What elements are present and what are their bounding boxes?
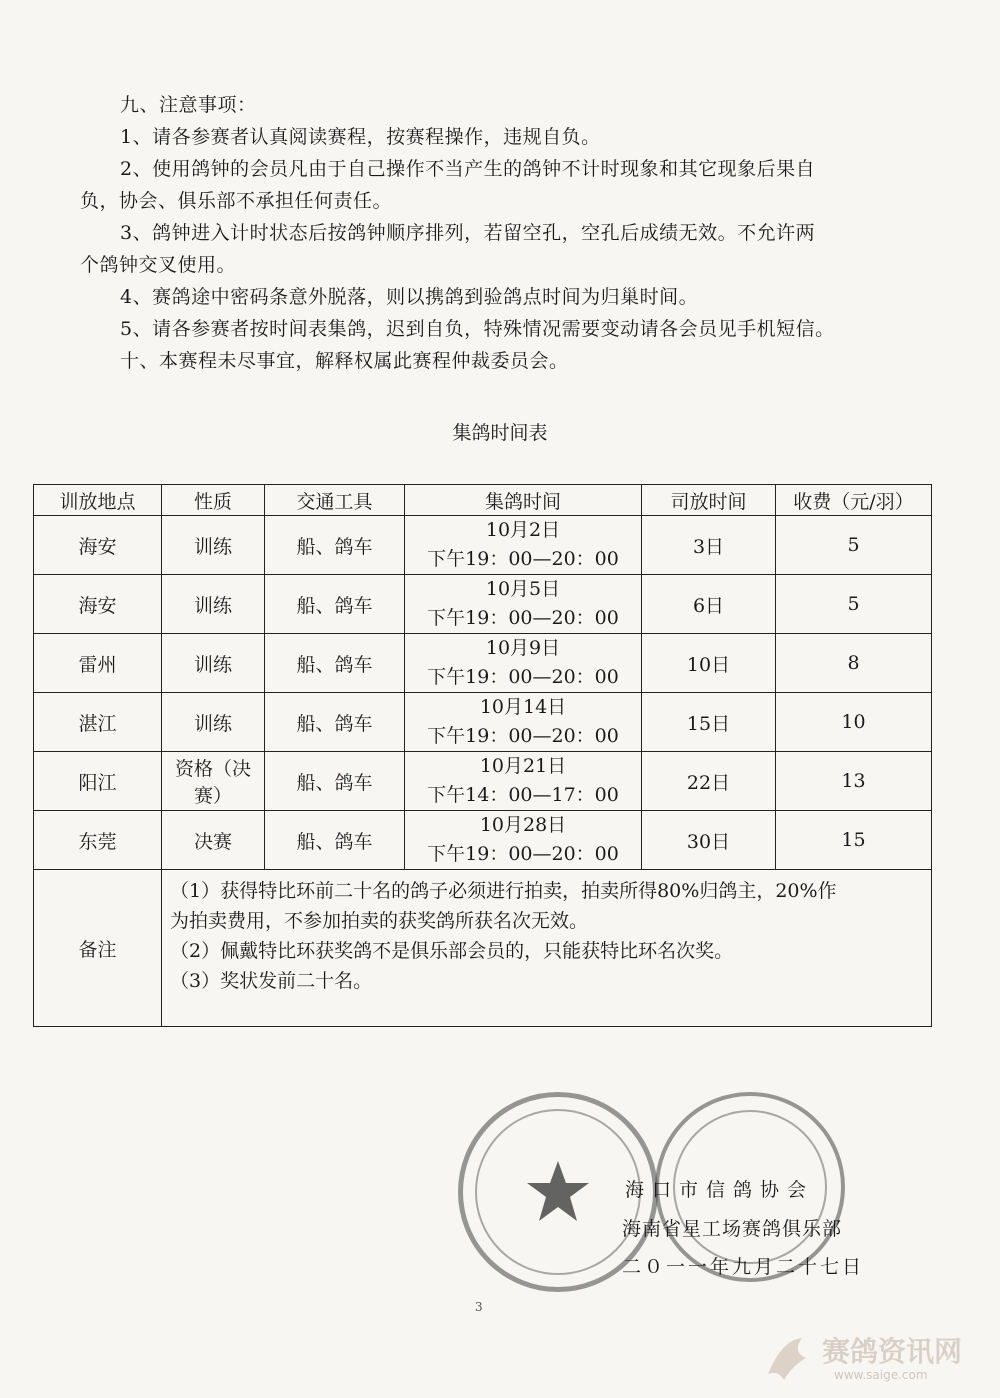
header-fee: 收费（元/羽） [776,485,932,516]
section-heading: 九、注意事项： [120,94,257,116]
note-line: 负，协会、俱乐部不承担任何责任。 [80,190,393,212]
note-line: 个鸽钟交叉使用。 [80,254,237,276]
cell-collect-time [405,693,642,752]
remarks-cell [162,870,932,1027]
cell-release: 22日 [642,752,776,811]
cell-release: 10日 [642,634,776,693]
cell-fee: 5 [776,575,932,634]
cell-fee: 10 [776,693,932,752]
remark-line: （3）奖状发前二十名。 [170,970,373,992]
pigeon-logo-icon [762,1330,818,1386]
table-row [34,811,932,870]
remark-line: （2）佩戴特比环获奖鸽不是俱乐部会员的，只能获特比环名次奖。 [170,940,734,962]
cell-fee: 5 [776,516,932,575]
cell-collect-time [405,575,642,634]
cell-release: 15日 [642,693,776,752]
cell-place: 雷州 [34,634,162,693]
header-place: 训放地点 [34,485,162,516]
cell-release: 3日 [642,516,776,575]
cell-place: 湛江 [34,693,162,752]
note-line: 1、请各参赛者认真阅读赛程，按赛程操作，违规自负。 [120,126,601,148]
cell-transport: 船、鸽车 [265,752,405,811]
collect-date: 10月9日 [485,637,561,659]
table-row [34,575,932,634]
watermark-text: 赛鸽资讯网 [822,1335,963,1368]
cell-type: 训练 [162,516,265,575]
collect-hours: 下午19：00—20：00 [427,843,619,865]
final-clause: 十、本赛程未尽事宜，解释权属此赛程仲裁委员会。 [120,350,569,372]
cell-type: 训练 [162,634,265,693]
note-line: 5、请各参赛者按时间表集鸽，迟到自负，特殊情况需要变动请各会员见手机短信。 [120,318,835,340]
cell-release: 30日 [642,811,776,870]
remark-line: （1）获得特比环前二十名的鸽子必须进行拍卖，拍卖所得80%归鸽主，20%作 [170,880,837,902]
note-line: 3、鸽钟进入计时状态后按鸽钟顺序排列，若留空孔，空孔后成绩无效。不允许两 [120,222,816,244]
header-transport: 交通工具 [265,485,405,516]
collect-hours: 下午19：00—20：00 [427,548,619,570]
cell-type: 资格（决赛） [162,752,265,811]
signature-org-club: 海南省星工场赛鸽俱乐部 [622,1218,843,1240]
cell-type: 训练 [162,693,265,752]
signature-org-association: 海口市信鸽协会 [625,1179,815,1201]
cell-release: 6日 [642,575,776,634]
cell-collect-time [405,634,642,693]
signature-date: 二０一一年九月二十七日 [622,1256,865,1278]
collect-date: 10月21日 [479,755,567,777]
page-number: 3 [475,1300,483,1314]
watermark-url: www.saige.com [834,1368,928,1382]
table-row [34,693,932,752]
table-header-row [34,485,932,516]
header-release-time: 司放时间 [642,485,776,516]
collect-date: 10月14日 [479,696,567,718]
remark-line: 为拍卖费用，不参加拍卖的获奖鸽所获名次无效。 [170,910,589,932]
cell-place: 阳江 [34,752,162,811]
watermark [762,1330,963,1390]
collect-date: 10月2日 [485,519,561,541]
cell-fee: 13 [776,752,932,811]
collect-hours: 下午19：00—20：00 [427,725,619,747]
cell-collect-time [405,752,642,811]
remarks-label: 备注 [34,870,162,1027]
star-icon [525,1159,591,1225]
cell-fee: 8 [776,634,932,693]
header-type: 性质 [162,485,265,516]
cell-type: 决赛 [162,811,265,870]
cell-transport: 船、鸽车 [265,693,405,752]
cell-fee: 15 [776,811,932,870]
cell-type: 训练 [162,575,265,634]
note-line: 4、赛鸽途中密码条意外脱落，则以携鸽到验鸽点时间为归巢时间。 [120,286,699,308]
cell-place: 海安 [34,575,162,634]
cell-transport: 船、鸽车 [265,516,405,575]
collect-hours: 下午19：00—20：00 [427,666,619,688]
collect-hours: 下午19：00—20：00 [427,607,619,629]
table-row [34,752,932,811]
cell-transport: 船、鸽车 [265,634,405,693]
cell-place: 海安 [34,516,162,575]
table-row [34,516,932,575]
collect-hours: 下午14：00—17：00 [427,784,619,806]
cell-collect-time [405,811,642,870]
header-collect-time: 集鸽时间 [405,485,642,516]
cell-collect-time [405,516,642,575]
cell-place: 东莞 [34,811,162,870]
collect-date: 10月28日 [479,814,567,836]
table-title: 集鸽时间表 [452,422,548,444]
collect-date: 10月5日 [485,578,561,600]
schedule-table [33,484,932,1027]
cell-transport: 船、鸽车 [265,575,405,634]
table-row [34,634,932,693]
cell-transport: 船、鸽车 [265,811,405,870]
remarks-row [34,870,932,1027]
note-line: 2、使用鸽钟的会员凡由于自己操作不当产生的鸽钟不计时现象和其它现象后果自 [120,158,816,180]
